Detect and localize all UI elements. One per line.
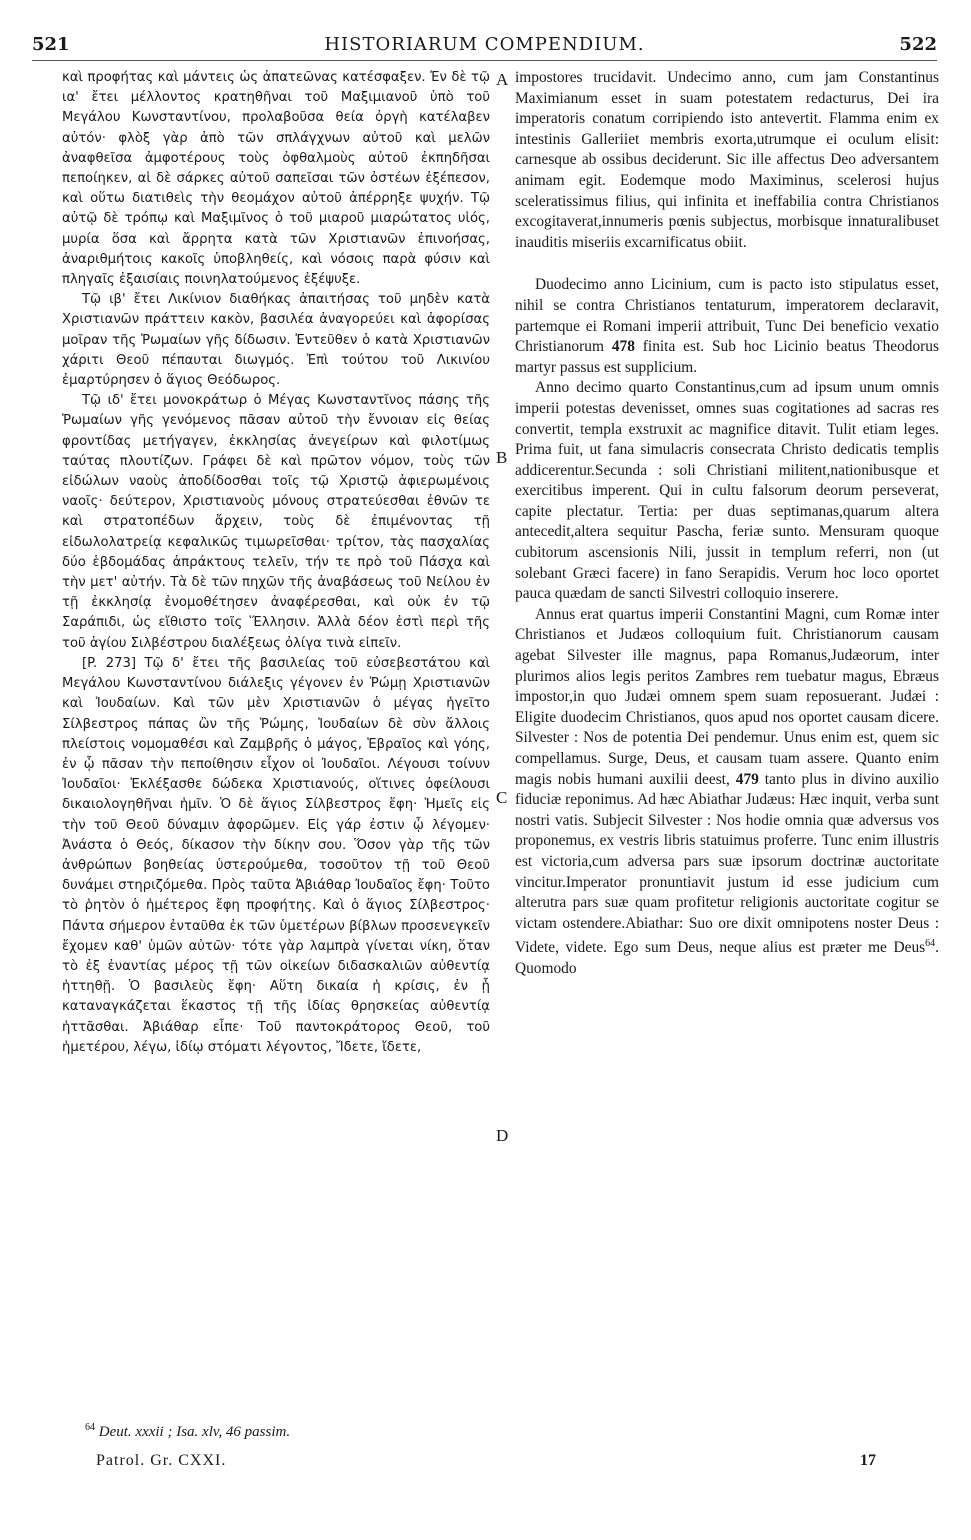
page-number-right: 522: [899, 34, 937, 55]
footnote-reference: 64: [925, 938, 936, 950]
running-title: HISTORIARUM COMPENDIUM.: [324, 34, 645, 55]
latin-paragraph-3: Anno decimo quarto Constantinus,cum ad ipsum unum omnis imperii potestas devenisset, omnes suas cogitationes ad sacras res convertit, templa exstruxit ac magnifice ditavit. Tulit etiam leges. Prima fuit, ut fana simulacris consecrata Christo dedicatis templis addicerentur.Secunda : soli Christiani militent,nationibusque et exercitibus imperent. Qui in cultu falsorum deorum perseverat, capite plectatur. Tertia: per duas septimanas,quarum altera antecedit,altera sequitur Pascha, feriæ sunto. Mensuram quoque cubitorum ascensionis Nili, jussit in templum referri, non (ut solebant Græci facere) in fano Serapidis. Verum hoc loco oportet pauca quædam de sancti Silvestri colloquio inserere.: [515, 379, 939, 603]
latin-paragraph-4-text-b: tanto plus in divino auxilio fiduciæ reponimus. Ad hæc Abiathar Judæus: Hæc inquit, verba sunt nostri vatis. Subjecit Silvester : Nos hodie omnia quæ adversus vos proponemus, ex vestris libris statuimus proferre. Tunc enim illustris est victoria,cum adversa pars suæ ipsorum doctrinæ auctoritate vincitur.Imperator pronuntiavit justum id esse judicium cum alterutra pars suæ quam profitetur religionis auctoritate cogitur se victam ostendere.Abiathar: Suo ore dixit omnipotens noster Deus : Videte, videte. Ego sum Deus, neque alius est præter me Deus: [515, 770, 939, 957]
running-header: [32, 34, 937, 61]
greek-paragraph-4: [P. 273] Τῷ δ' ἔτει τῆς βασιλείας τοῦ εὐσεβεστάτου καὶ Μεγάλου Κωνσταντίνου διάλεξις γέγονεν ἐν Ῥώμῃ Χριστιανῶν καὶ Ἰουδαίων. Καὶ τῶν μὲν Χριστιανῶν ὁ μέγας ἡγεῖτο Σίλβεστρος πάπας ὢν τῆς Ῥώμης, Ἰουδαίων δὲ σὺν ἄλλοις πλείστοις νομομαθέσι καὶ Ζαμβρῆς ὁ μάγος, Ἑβραῖος καὶ γόης, ἐν ᾧ πᾶσαν τὴν πεποίθησιν εἶχον οἱ Ἰουδαῖοι. Λέγουσι τοίνυν Ἰουδαῖοι· Ἐκλέξασθε δώδεκα Χριστιανούς, οἵτινες ὀφείλουσι δικαιολογηθῆναι ἡμῖν. Ὁ δὲ ἅγιος Σίλβεστρος ἔφη· Ἡμεῖς εἰς τὴν τοῦ Θεοῦ δύναμιν ἀφορῶμεν. Εἰς γάρ ἐστιν ᾧ λέγομεν· Ἀνάστα ὁ Θεός, δίκασον τὴν δίκην σου. Ὅσον γὰρ τῆς τῶν ἀνθρώπων βοηθείας ὑστερούμεθα, τοσοῦτον τῇ τοῦ Θεοῦ δυνάμει στηριζόμεθα. Πρὸς ταῦτα Ἀβιάθαρ Ἰουδαῖος ἔφη· Τοῦτο τὸ ῥητὸν ὁ ἡμέτερος ἔφη προφήτης. Καὶ ὁ ἅγιος Σίλβεστρος· Πάντα σήμερον ἐνταῦθα ἐκ τῶν ὑμετέρων βίβλων προσενεγκεῖν ἔχομεν καθ' ὑμῶν αὐτῶν· τότε γὰρ λαμπρὰ γίνεται νίκη, ὅταν τὸ ἐξ ἐναντίας μέρος τῇ τῶν οἰκείων διδασκαλιῶν αὐθεντίᾳ ἡττηθῇ. Ὁ βασιλεὺς ἔφη· Αὕτη δικαία ἡ κρίσις, ἐν ᾗ καταναγκάζεται ἕκαστος τῇ τῆς ἰδίας θρησκείας αὐθεντίᾳ ἡττᾶσθαι. Ἀβιάθαρ εἶπε· Τοῦ παντοκράτορος Θεοῦ, τοῦ ἡμετέρου, λέγω, ἰδίῳ στόματι λέγοντος, Ἴδετε, ἴδετε,: [62, 655, 490, 1055]
greek-paragraph-2: Τῷ ιβ' ἔτει Λικίνιον διαθήκας ἀπαιτήσας τοῦ μηδὲν κατὰ Χριστιανῶν πράττειν κακὸν, βασιλέα ἀναγορεύει καὶ ἀφορίσας μοῖραν τῆς Ῥωμαίων γῆς δίδωσιν. Ἐντεῦθεν ὁ κατὰ Χριστιανῶν χάριτι Θεοῦ πέπαυται διωγμός. Ἐπὶ τούτου τοῦ Λικινίου ἐμαρτύρησεν ὁ ἅγιος Θεόδωρος.: [62, 292, 490, 389]
latin-paragraph-2-text-b: finita est. Sub hoc Licinio beatus Theodorus martyr passus est supplicium.: [515, 338, 939, 376]
latin-paragraph-1: impostores trucidavit. Undecimo anno, cum jam Constantinus Maximianum esset in suam potestatem redacturus, Dei ira imperatoris conatum corripiendo isto antevertit. Flamma enim ex intestinis Galleriiet membris exorta,utrumque ei oculum elisit: carnesque ab ossibus deciderunt. Sic ille affectus Deo adversantem animam egit. Eodemque modo Maximinus, scelerosi hujus sceleratissimus filius, qui infinita et ineffabilia contra Christianos excogitaverat,innumeris pœnis subjectus, morbisque innaturalibuset inauditis miseriis excarnificatus obiit.: [515, 69, 939, 251]
latin-paragraph-2-text-a: Duodecimo anno Licinium, cum is pacto isto stipulatus esset, nihil se contra Christianos tentaturum, imperatorem declaravit, partemque ei Romani imperii attribuit, Tunc Dei beneficio vexatio Christianorum: [515, 276, 939, 356]
latin-column: [515, 68, 939, 980]
latin-paragraph-2: [515, 275, 939, 378]
greek-paragraph-1: καὶ προφήτας καὶ μάντεις ὡς ἀπατεῶνας κατέσφαξεν. Ἐν δὲ τῷ ια' ἔτει μέλλοντος κρατηθῆναι τοῦ Μαξιμιανοῦ ὑπὸ τοῦ Μεγάλου Κωνσταντίνου, προλαβοῦσα θεία ὀργὴ κατέλαβεν αὐτόν· φλὸξ γὰρ ἀπὸ τῶν σπλάγχνων αὐτοῦ καὶ μελῶν ἀναφθεῖσα ἀμφοτέρους τοὺς ὀφθαλμοὺς αὐτοῦ ἐκπηδῆσαι πεποίηκεν, αἱ δὲ σάρκες αὐτοῦ σαπεῖσαι τῶν ὀστέων ἐξέπεσον, καὶ οὕτω διατιθεὶς τὴν θεομάχον αὐτοῦ ἀπέρρηξε ψυχήν. Τῷ αὐτῷ δὲ τρόπῳ καὶ Μαξιμῖνος ὁ τοῦ μιαροῦ μιαρώτατος υἱός, μυρία ὅσα καὶ ἄρρητα κατὰ τῶν Χριστιανῶν ἐπινοήσας, ἀναριθμήτοις κακοῖς ὑποβληθείς, καὶ νόσοις παρὰ φύσιν καὶ πληγαῖς ἐξαισίαις ποινηλατούμενος ἐξέψυξε.: [62, 70, 490, 288]
footnote: [85, 1422, 290, 1441]
greek-column: [62, 68, 490, 1058]
footer-volume: Patrol. Gr. CXXI.: [96, 1452, 227, 1469]
section-marker-a: A: [496, 70, 509, 89]
latin-paragraph-4-text-c: . Quomodo: [515, 939, 939, 978]
page-number-left: 521: [32, 34, 70, 55]
footer-signature: 17: [860, 1452, 876, 1469]
footnote-text: Deut. xxxii ; Isa. xlv, 46 passim.: [98, 1424, 291, 1440]
latin-paragraph-4: [515, 605, 939, 980]
section-marker-c: C: [496, 788, 508, 807]
section-marker-d: D: [496, 1126, 509, 1145]
section-marker-b: B: [496, 448, 508, 467]
footnote-mark: 64: [85, 1422, 95, 1433]
column-number-479: 479: [735, 770, 759, 788]
greek-paragraph-3: Τῷ ιδ' ἔτει μονοκράτωρ ὁ Μέγας Κωνσταντῖνος πάσης τῆς Ῥωμαίων γῆς γενόμενος πᾶσαν αὐτοῦ τὴν ἔννοιαν εἰς θείας φροντίδας μετήγαγεν, ἐκκλησίας ἀνεγείρων καὶ φιλοτίμως ταύτας πλουτίζων. Γράφει δὲ καὶ πρῶτον νόμον, τοὺς τῶν εἰδώλων ναοὺς ἀποδίδοσθαι τοῖς τῷ Χριστῷ ἀφιερωμένοις ναοῖς· δεύτερον, Χριστιανοὺς μόνους στρατεύεσθαι ἐθνῶν τε καὶ στρατοπέδων ἄρχειν, τοὺς δὲ ἐπιμένοντας τῇ εἰδωλολατρείᾳ κεφαλικῶς τιμωρεῖσθαι· τρίτον, τὰς πασχαλίας δύο ἑβδομάδας ἀπράκτους τελεῖν, τήν τε πρὸ τοῦ Πάσχα καὶ τὴν μετ' αὐτήν. Τὰ δὲ τῶν πηχῶν τῆς ἀναβάσεως τοῦ Νείλου ἐν τῇ ἐκκλησίᾳ ἐνομοθέτησεν ἀναφέρεσθαι, καὶ οὐκ ἐν τῷ Σαράπιδι, ὡς εἴθιστο τοῖς Ἕλλησιν. Ἀλλὰ δέον ἐστὶ περὶ τῆς τοῦ ἁγίου Σιλβέστρου διαλέξεως ὀλίγα τινὰ εἰπεῖν.: [62, 393, 490, 651]
column-number-478: 478: [611, 338, 635, 356]
latin-paragraph-4-text-a: Annus erat quartus imperii Constantini Magni, cum Romæ inter Christianos et Judæos colloquium fuit. Christianorum causam agebat Silvester ille magnus, papa Romanus,Judæorum, inter plurimos alios legis peritos Zambres rem tuebatur magus, Ebræus impostor,in quo Judæi omnem spem suam reposuerant. Judæi : Eligite duodecim Christianos, quos apud nos oportet causam dicere. Silvester : Nos de potentia Dei pendemur. Unus enim est, quem sic compellamus. Surge, Deus, et causam tuam assere. Quanto enim magis nobis humani auxilii deest,: [515, 605, 939, 788]
